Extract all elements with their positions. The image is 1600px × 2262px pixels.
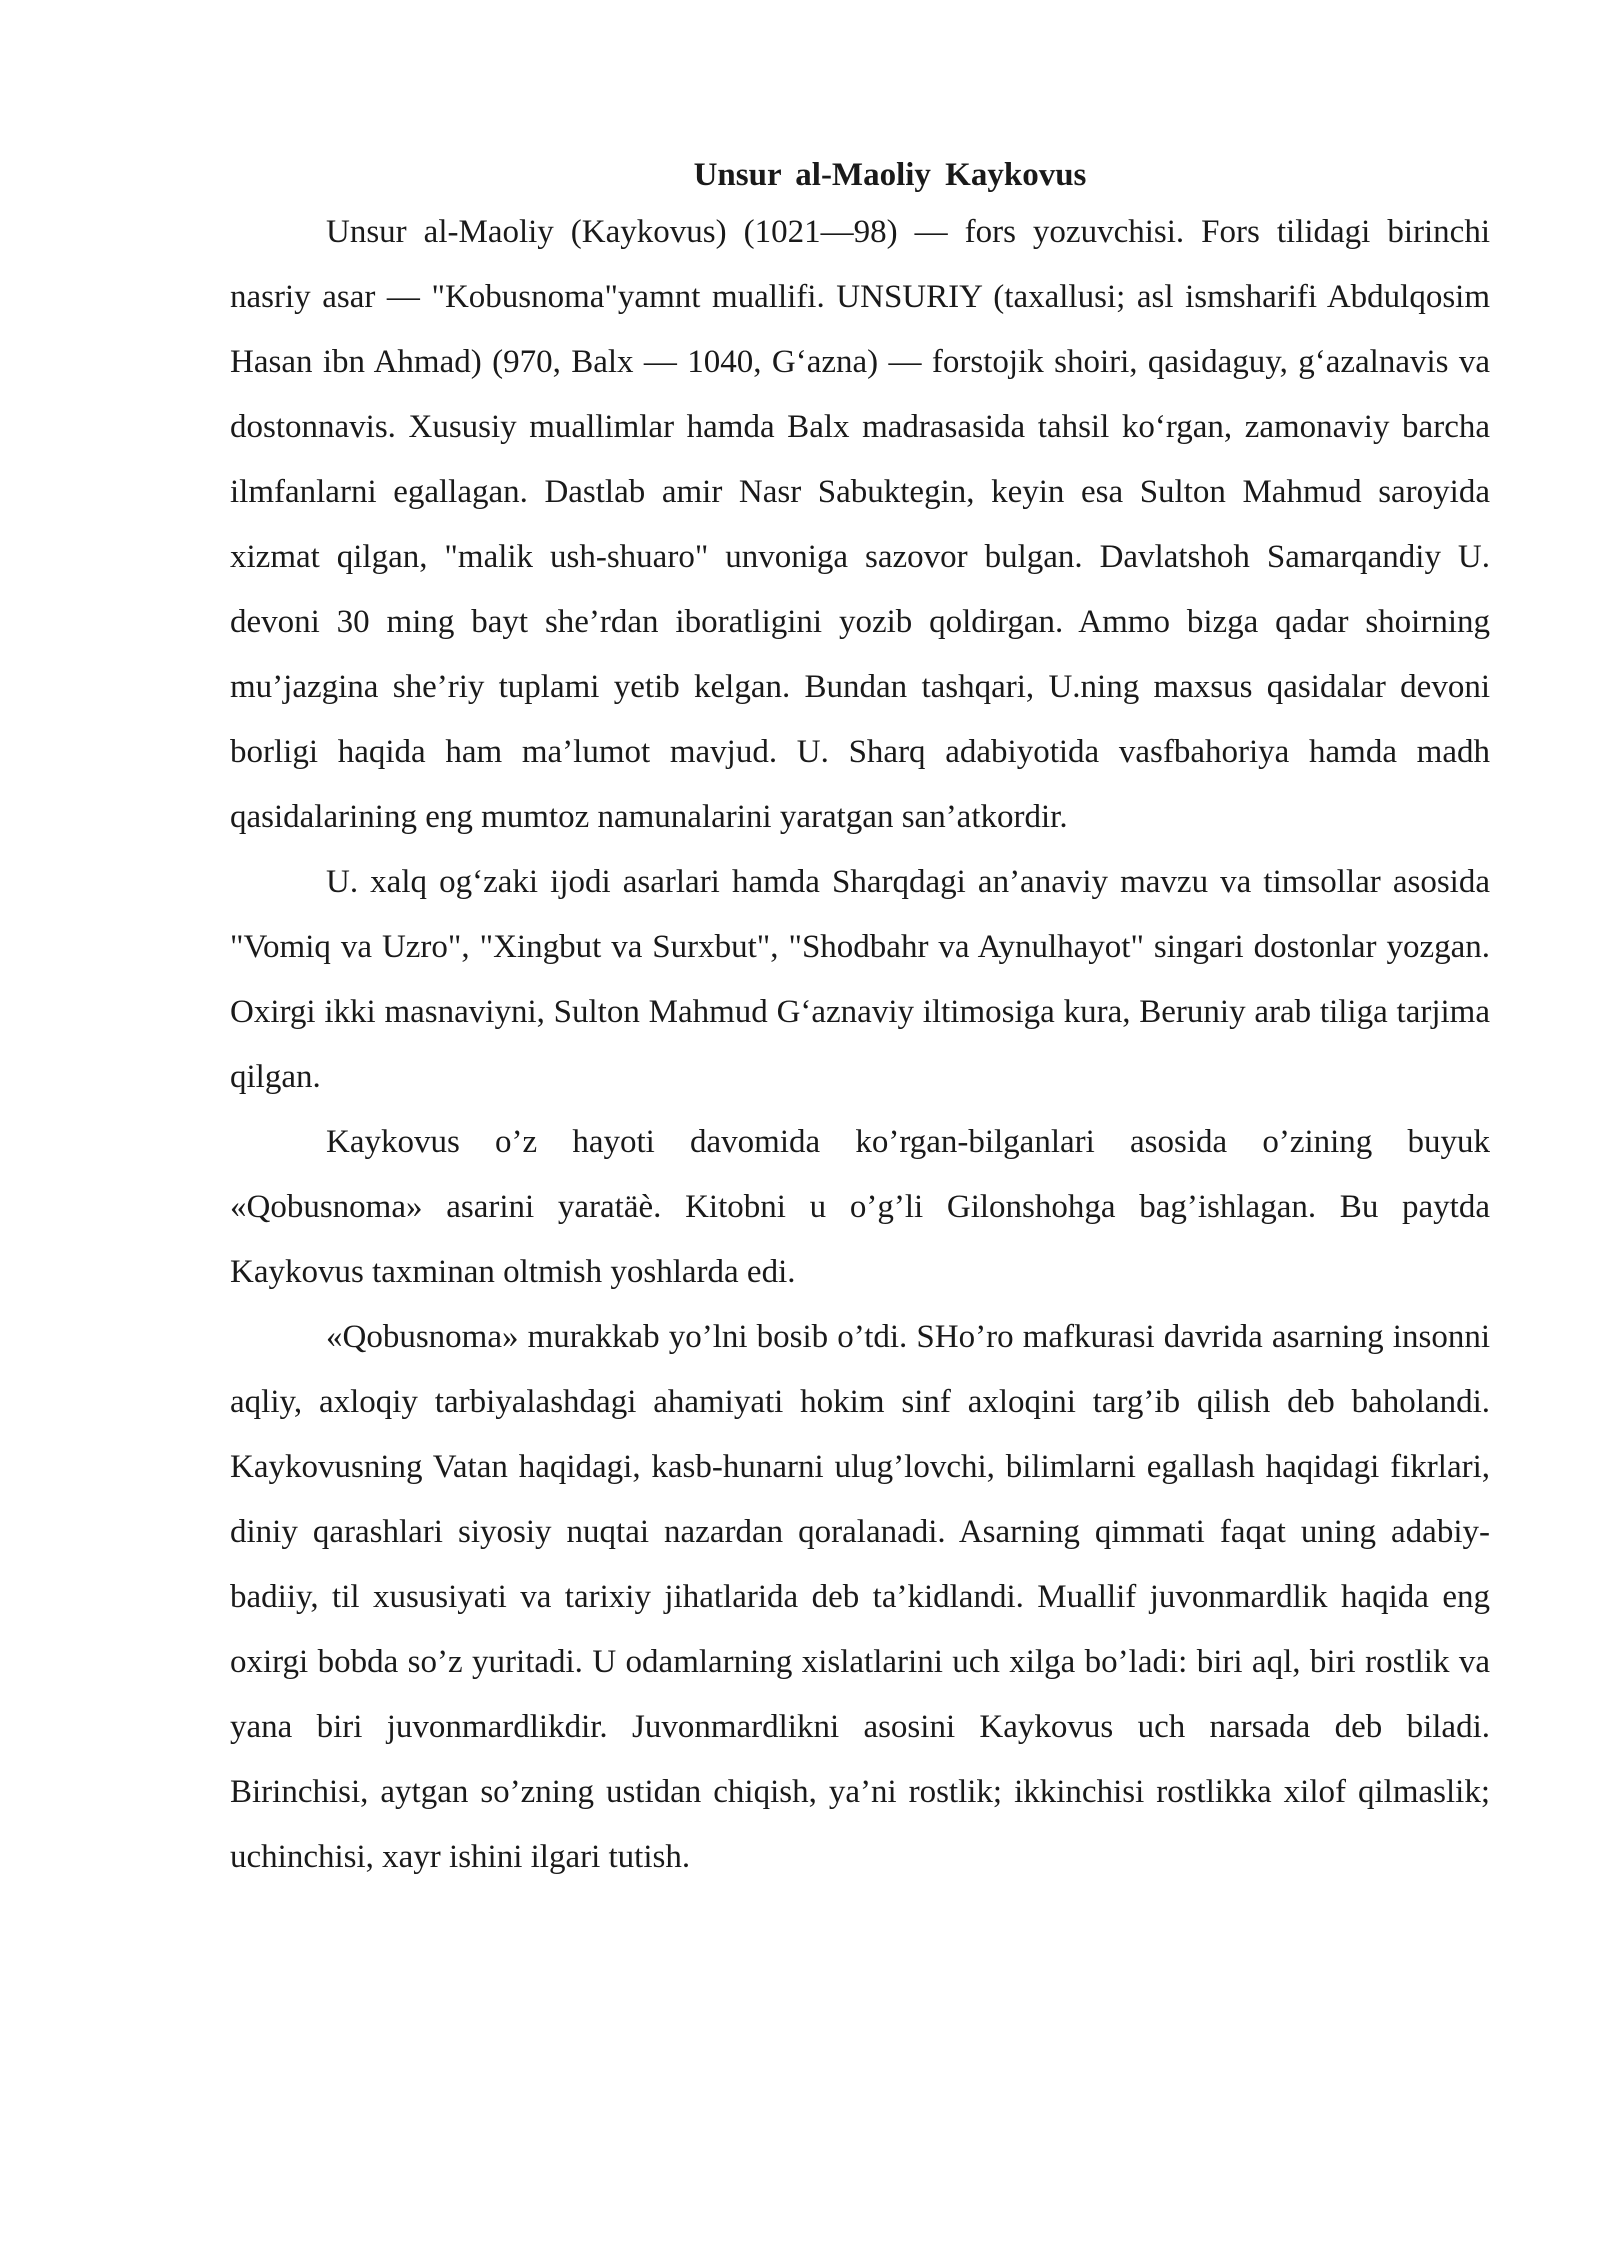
document-title: Unsur al-Maoliy Kaykovus [693,157,1087,193]
document-body [230,150,1490,1890]
paragraph-4: «Qobusnoma» murakkab yo’lni bosib o’tdi. SHo’ro mafkurasi davrida asarning insonni aqliy, axloqiy tarbiyalashdagi ahamiyati hokim sinf axloqini targ’ib qilish deb baholandi. Kaykovusning Vatan haqidagi, kasb-hunarni ulug’lovchi, bilimlarni egallash haqidagi fikrlari, diniy qarashlari siyosiy nuqtai nazardan qoralanadi. Asarning qimmati faqat uning adabiy-badiiy, til xususiyati va tarixiy jihatlarida deb ta’kidlandi. Muallif juvonmardlik haqida eng oxirgi bobda so’z yuritadi. U odamlarning xislatlarini uch xilga bo’ladi: biri aql, biri rostlik va yana biri juvonmardlikdir. Juvonmardlikni asosini Kaykovus uch narsada deb biladi. Birinchisi, aytgan so’zning ustidan chiqish, ya’ni rostlik; ikkinchisi rostlikka xilof qilmaslik; uchinchisi, xayr ishini ilgari tutish. [230,1319,1490,1875]
paragraph-1: Unsur al-Maoliy (Kaykovus) (1021—98) — fors yozuvchisi. Fors tilidagi birinchi nasriy asar — "Kobusnoma"yamnt muallifi. UNSURIY (taxallusi; asl ismsharifi Abdulqosim Hasan ibn Ahmad) (970, Balx — 1040, G‘azna) — forstojik shoiri, qasidaguy, g‘azalnavis va dostonnavis. Xususiy muallimlar hamda Balx madrasasida tahsil ko‘rgan, zamonaviy barcha ilmfanlarni egallagan. Dastlab amir Nasr Sabuktegin, keyin esa Sulton Mahmud saroyida xizmat qilgan, "malik ush-shuaro" unvoniga sazovor bulgan. Davlatshoh Samarqandiy U. devoni 30 ming bayt she’rdan iboratligini yozib qoldirgan. Ammo bizga qadar shoirning mu’jazgina she’riy tuplami yetib kelgan. Bundan tashqari, U.ning maxsus qasidalar devoni borligi haqida ham ma’lumot mavjud. U. Sharq adabiyotida vasfbahoriya hamda madh qasidalarining eng mumtoz namunalarini yaratgan san’atkordir. [230,214,1490,835]
paragraph-2: U. xalq og‘zaki ijodi asarlari hamda Sharqdagi an’anaviy mavzu va timsollar asosida "Vomiq va Uzro", "Xingbut va Surxbut", "Shodbahr va Aynulhayot" singari dostonlar yozgan. Oxirgi ikki masnaviyni, Sulton Mahmud G‘aznaviy iltimosiga kura, Beruniy arab tiliga tarjima qilgan. [230,864,1490,1095]
paragraph-3: Kaykovus o’z hayoti davomida ko’rgan-bilganlari asosida o’zining buyuk «Qobusnoma» asarini yaratäè. Kitobni u o’g’li Gilonshohga bag’ishlagan. Bu paytda Kaykovus taxminan oltmish yoshlarda edi. [230,1124,1490,1290]
